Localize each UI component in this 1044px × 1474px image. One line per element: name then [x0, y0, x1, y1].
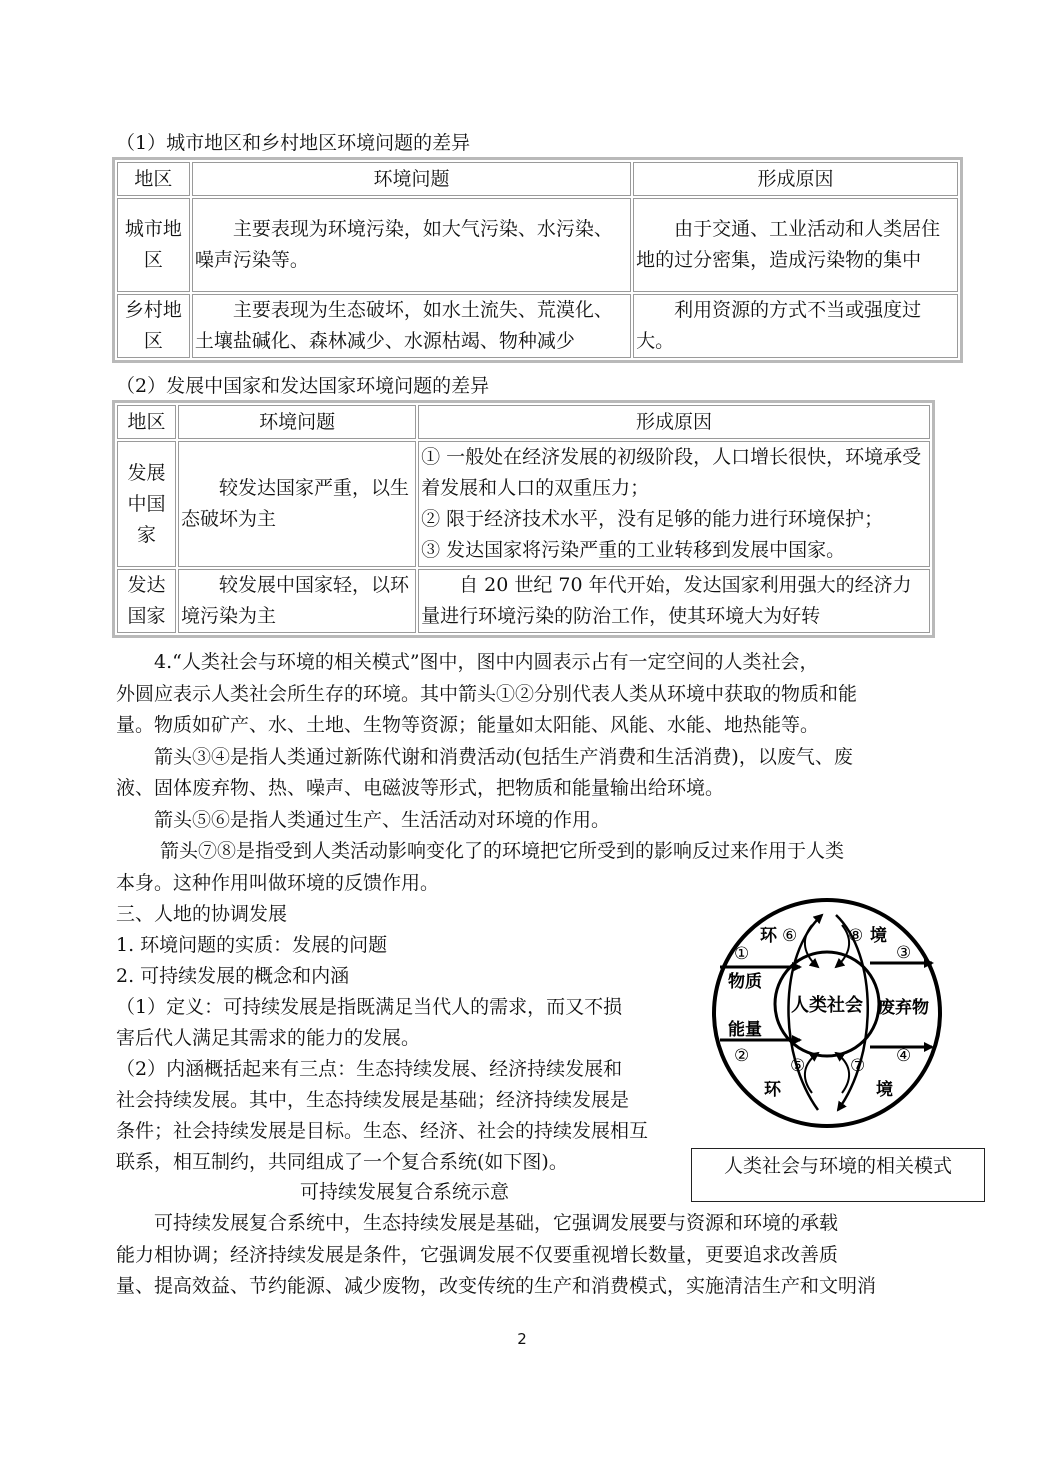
energy-label: 能量: [728, 1020, 762, 1040]
table1-region-rural: 乡村地区: [117, 294, 190, 358]
arrow-6-inward: [805, 925, 818, 967]
cause-item-2: ② 限于经济技术水平，没有足够的能力进行环境保护；: [421, 508, 884, 530]
connotation-line: 社会持续发展。其中，生态持续发展是基础；经济持续发展是: [116, 1089, 630, 1111]
table2-region-developing: 发展中国家: [117, 441, 176, 567]
para4-line: 液、固体废弃物、热、噪声、电磁波等形式，把物质和能量输出给环境。: [116, 777, 725, 799]
num-4: ④: [896, 1046, 912, 1066]
item1: 1. 环境问题的实质：发展的问题: [116, 934, 388, 956]
arrow-5-inward: [805, 1053, 818, 1093]
para4-line: 4.“人类社会与环境的相关模式”图中，图中内圆表示占有一定空间的人类社会，: [116, 651, 819, 673]
para4-line: 本身。这种作用叫做环境的反馈作用。: [116, 872, 440, 894]
material-label: 物质: [728, 972, 762, 992]
page-number: 2: [517, 1330, 527, 1348]
section2-title: （2）发展中国家和发达国家环境问题的差异: [116, 375, 490, 397]
human-environment-diagram: [700, 895, 970, 1145]
item2: 2. 可持续发展的概念和内涵: [116, 965, 350, 987]
num-8: ⑧: [848, 926, 864, 946]
urban-rural-table: [112, 157, 963, 363]
final-line: 能力相协调；经济持续发展是条件，它强调发展不仅要重视增长数量，更要追求改善质: [116, 1244, 839, 1266]
table2-header-cause: 形成原因: [418, 405, 930, 439]
connotation-line: 条件；社会持续发展是目标。生态、经济、社会的持续发展相互: [116, 1120, 649, 1142]
table2-header-region: 地区: [117, 405, 176, 439]
env-label: 境: [870, 926, 887, 946]
final-line: 可持续发展复合系统中，生态持续发展是基础，它强调发展要与资源和环境的承载: [116, 1212, 839, 1234]
table1-region-urban: 城市地区: [117, 198, 190, 292]
table1-header-problem: 环境问题: [192, 162, 631, 196]
env-label: 境: [876, 1080, 893, 1100]
table2-region-developed: 发达国家: [117, 569, 176, 633]
num-2: ②: [734, 1046, 750, 1066]
para4-line: 箭头⑦⑧是指受到人类活动影响变化了的环境把它所受到的影响反过来作用于人类: [116, 840, 845, 862]
section3-title: 三、人地的协调发展: [116, 903, 288, 925]
cause-item-3: ③ 发达国家将污染严重的工业转移到发展中国家。: [421, 539, 846, 561]
num-5: ⑤: [790, 1056, 806, 1076]
table2-header-problem: 环境问题: [178, 405, 416, 439]
table1-cause-rural: 利用资源的方式不当或强度过大。: [633, 294, 958, 358]
definition-line: （1）定义：可持续发展是指既满足当代人的需求，而又不损: [116, 996, 623, 1018]
arrow-7-inward: [836, 1053, 849, 1093]
para4-line: 量。物质如矿产、水、土地、生物等资源；能量如太阳能、风能、水能、地热能等。: [116, 714, 820, 736]
table2-cause-developed: 自 20 世纪 70 年代开始，发达国家利用强大的经济力量进行环境污染的防治工作，使其环境大为好转: [418, 569, 930, 633]
table1-header-cause: 形成原因: [633, 162, 958, 196]
connotation-line: 联系，相互制约，共同组成了一个复合系统(如下图)。: [116, 1151, 568, 1173]
num-6: ⑥: [782, 926, 798, 946]
table1-header-region: 地区: [117, 162, 190, 196]
num-7: ⑦: [850, 1056, 866, 1076]
final-line: 量、提高效益、节约能源、减少废物，改变传统的生产和消费模式，实施清洁生产和文明消: [116, 1275, 877, 1297]
para4-line: 箭头③④是指人类通过新陈代谢和消费活动(包括生产消费和生活消费)，以废气、废: [116, 746, 853, 768]
para4-line: 外圆应表示人类社会所生存的环境。其中箭头①②分别代表人类从环境中获取的物质和能: [116, 683, 858, 705]
diagram-caption: 人类社会与环境的相关模式: [691, 1148, 985, 1202]
table1-problem-urban: 主要表现为环境污染，如大气污染、水污染、噪声污染等。: [192, 198, 631, 292]
connotation-line: （2）内涵概括起来有三点：生态持续发展、经济持续发展和: [116, 1058, 623, 1080]
developing-developed-table: [112, 400, 935, 638]
table1-cause-urban: 由于交通、工业活动和人类居住地的过分密集，造成污染物的集中: [633, 198, 958, 292]
env-label: 环: [764, 1080, 781, 1100]
definition-line: 害后代人满足其需求的能力的发展。: [116, 1027, 421, 1049]
waste-label: 废弃物: [878, 998, 929, 1018]
table2-cause-developing: [418, 441, 930, 567]
table2-problem-developed: 较发展中国家轻，以环境污染为主: [178, 569, 416, 633]
num-3: ③: [896, 943, 912, 963]
num-1: ①: [734, 944, 750, 964]
center-label: 人类社会: [791, 995, 863, 1016]
para4-line: 箭头⑤⑥是指人类通过生产、生活活动对环境的作用。: [116, 809, 611, 831]
table1-problem-rural: 主要表现为生态破坏，如水土流失、荒漠化、土壤盐碱化、森林减少、水源枯竭、物种减少: [192, 294, 631, 358]
table2-problem-developing: 较发达国家严重，以生态破坏为主: [178, 441, 416, 567]
env-label: 环: [760, 926, 777, 946]
composite-caption: 可持续发展复合系统示意: [300, 1181, 510, 1203]
cause-item-1: ① 一般处在经济发展的初级阶段，人口增长很快，环境承受着发展和人口的双重压力；: [421, 446, 922, 499]
section1-title: （1）城市地区和乡村地区环境问题的差异: [116, 132, 471, 154]
